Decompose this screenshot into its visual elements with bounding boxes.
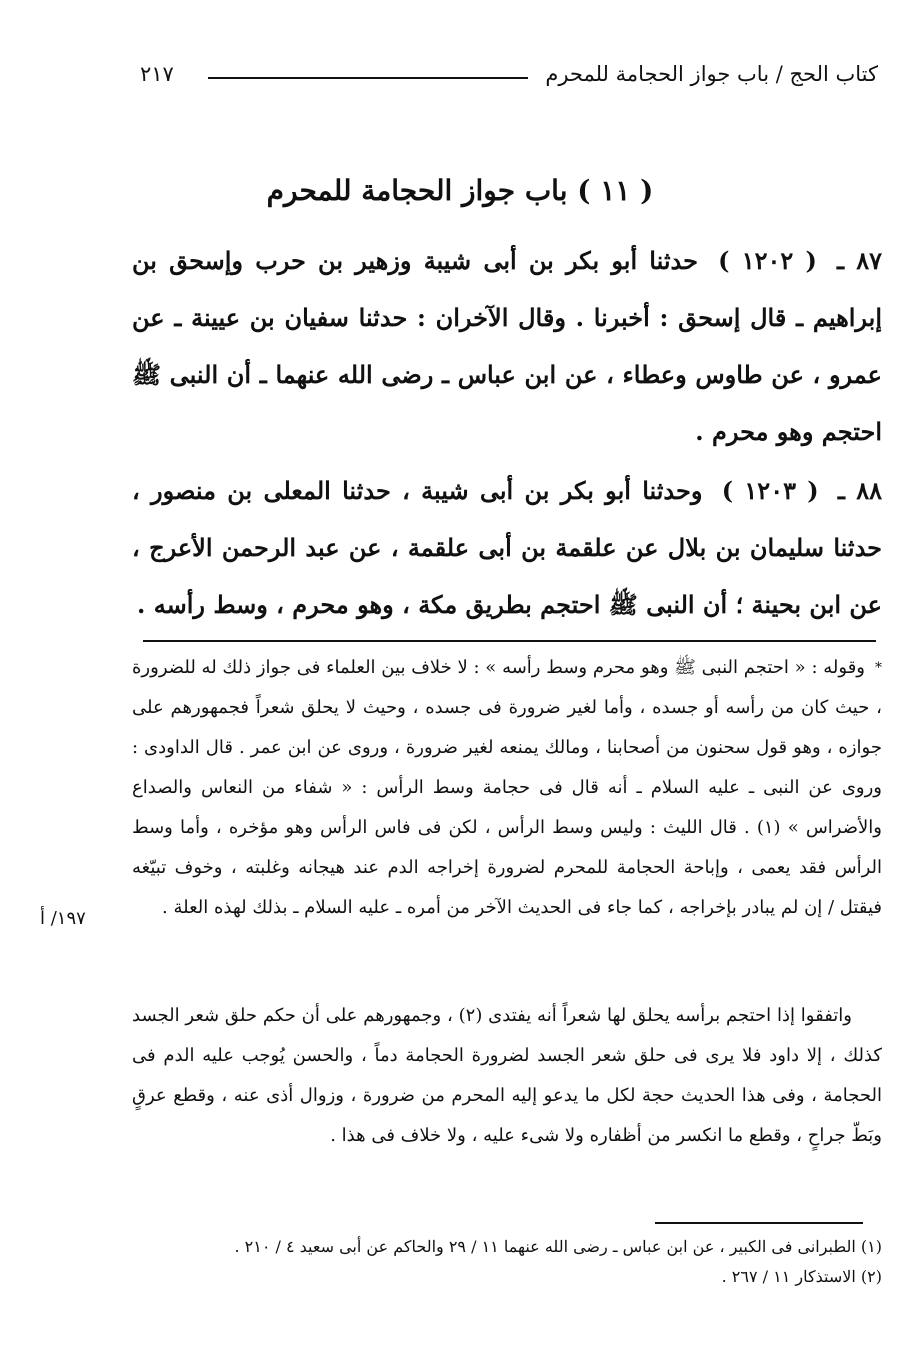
commentary-text: وقوله : « احتجم النبى ﷺ وهو محرم وسط رأسه » : لا خلاف بين العلماء فى جواز ذلك له للضرورة ، حيث كان من رأسه أو جسده ، وأما لغير ضرورة فى جسده ، وحيث لا يحلق شعراً فجمهورهم على جوازه ، وهو قول سحنون من أصحابنا ، ومالك يمنعه لغير ضرورة ، وروى عن ابن عمر . قال الداودى : وروى عن النبى ـ عليه السلام ـ أنه قال فى حجامة وسط الرأس : « شفاء من النعاس والصداع والأضراس » (١) . قال الليث : وليس وسط الرأس ، لكن فى فاس الرأس وهو مؤخره ، وأما وسط الرأس فقد يعمى ، وإباحة الحجامة للمحرم لضرورة إخراجه الدم عند هيجانه وغلبته ، وخوف تبيّغه فيقتل / إن لم يبادر بإخراجه ، كما جاء فى الحديث الآخر من أمره ـ عليه السلام ـ بذلك لهذه العلة .: [132, 657, 882, 918]
header-rule: [208, 77, 528, 79]
header-title: كتاب الحج / باب جواز الحجامة للمحرم: [545, 62, 878, 86]
running-header: [140, 56, 878, 96]
hadith-text: حدثنا أبو بكر بن أبى شيبة وزهير بن حرب وإسحق بن إبراهيم ـ قال إسحق : أخبرنا . وقال الآخران : حدثنا سفيان بن عيينة ـ عن عمرو ، عن طاوس وعطاء ، عن ابن عباس ـ رضى الله عنهما ـ أن النبى ﷺ احتجم وهو محرم .: [132, 246, 882, 446]
hadith-reference: ( ١٢٠٢ ): [718, 246, 817, 275]
footnote: (٢) الاستذكار ١١ / ٢٦٧ .: [721, 1267, 882, 1286]
chapter-heading: ( ١١ ) باب جواز الحجامة للمحرم: [266, 174, 654, 207]
hadith-number: ٨٨ ـ: [837, 476, 883, 505]
commentary-text: واتفقوا إذا احتجم برأسه يحلق لها شعراً أنه يفتدى (٢) ، وجمهورهم على أن حكم حلق شعر الجسد كذلك ، إلا داود فلا يرى فى حلق شعر الجسد لضرورة الحجامة دماً ، والحسن يُوجب عليه الدم فى الحجامة ، وفى هذا الحديث حجة لكل ما يدعو إليه المحرم من ضرورة ، وزوال أذى عنه ، وقطع عرقٍ وبَطّ جراحٍ ، وقطع ما انكسر من أظفاره ولا شىء عليه ، ولا خلاف فى هذا .: [132, 1005, 882, 1146]
hadith-87: [132, 232, 882, 460]
hadith-text: وحدثنا أبو بكر بن أبى شيبة ، حدثنا المعلى بن منصور ، حدثنا سليمان بن بلال عن علقمة بن أبى علقمة ، عن عبد الرحمن الأعرج ، عن ابن بحينة ؛ أن النبى ﷺ احتجم بطريق مكة ، وهو محرم ، وسط رأسه .: [132, 476, 882, 619]
footnote: (١) الطبرانى فى الكبير ، عن ابن عباس ـ رضى الله عنهما ١١ / ٢٩ والحاكم عن أبى سعيد ٤ / ٢١٠ .: [234, 1237, 882, 1256]
hadith-88: [132, 462, 882, 633]
page-number: ٢١٧: [140, 62, 174, 86]
manuscript-folio-marker: ١٩٧/ أ: [40, 908, 86, 929]
hadith-number: ٨٧ ـ: [837, 246, 882, 275]
hadith-reference: ( ١٢٠٣ ): [721, 476, 819, 505]
footnotes: [132, 1232, 882, 1292]
commentary-paragraph: [132, 996, 882, 1156]
footnote-rule: [655, 1222, 863, 1224]
commentary-star-marker: *: [875, 660, 882, 676]
commentary-paragraph: [132, 648, 882, 928]
main-divider: [143, 640, 876, 642]
